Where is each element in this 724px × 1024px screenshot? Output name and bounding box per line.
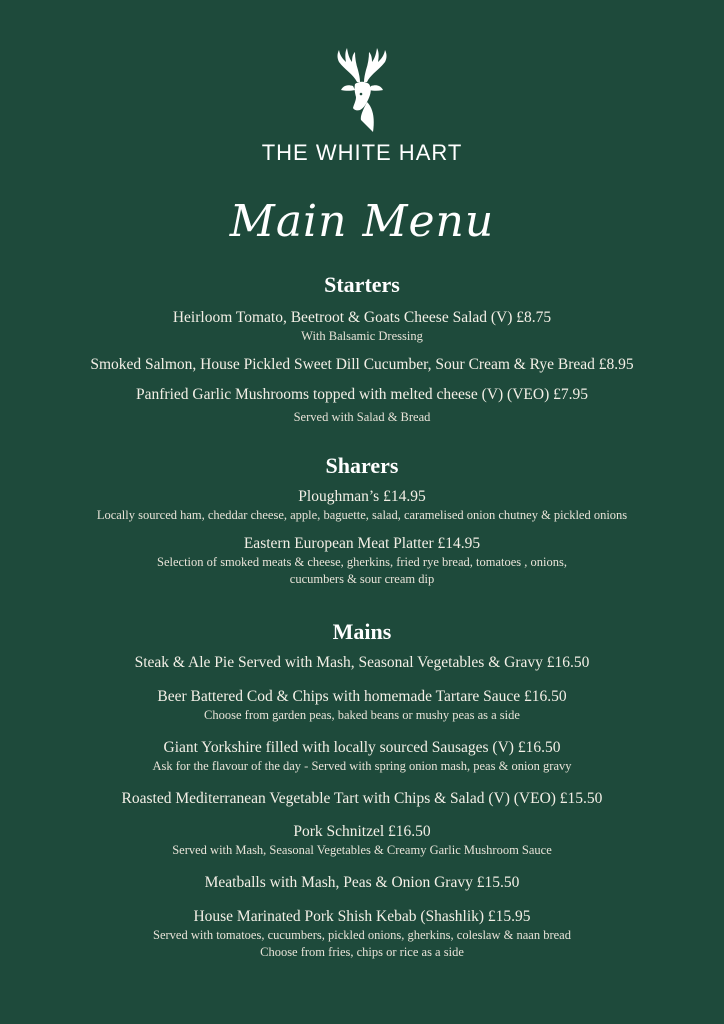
item-name: Ploughman’s £14.95 — [298, 488, 426, 505]
menu-item — [0, 385, 724, 426]
menu-title: Main Menu — [229, 196, 495, 247]
section-heading-mains: Mains — [332, 619, 392, 644]
menu-item — [0, 355, 724, 375]
menu-item — [0, 822, 724, 859]
item-description: Served with tomatoes, cucumbers, pickled onions, gherkins, coleslaw & naan bread — [153, 928, 571, 942]
menu-item — [0, 873, 724, 893]
item-description: Selection of smoked meats & cheese, gherkins, fried rye bread, tomatoes , onions, — [157, 555, 567, 569]
mains-section — [0, 619, 724, 961]
section-heading-starters: Starters — [324, 272, 400, 297]
item-description: Choose from garden peas, baked beans or mushy peas as a side — [204, 708, 520, 722]
item-description: Locally sourced ham, cheddar cheese, apple, baguette, salad, caramelised onion chutney & pickled onions — [96, 508, 628, 522]
item-description: Choose from fries, chips or rice as a side — [260, 945, 464, 959]
brand-name: THE WHITE HART — [261, 140, 463, 165]
menu-item — [0, 738, 724, 775]
item-name: House Marinated Pork Shish Kebab (Shashlik) £15.95 — [193, 908, 531, 925]
item-name: Meatballs with Mash, Peas & Onion Gravy £15.50 — [204, 874, 520, 891]
logo — [0, 44, 724, 140]
item-name: Beer Battered Cod & Chips with homemade Tartare Sauce £16.50 — [157, 688, 567, 705]
menu-item — [0, 653, 724, 673]
item-description: Served with Salad & Bread — [293, 410, 431, 424]
item-name: Heirloom Tomato, Beetroot & Goats Cheese Salad (V) £8.75 — [172, 309, 552, 326]
menu-item — [0, 487, 724, 524]
menu-item — [0, 789, 724, 809]
starters-section — [0, 272, 724, 426]
item-description: Served with Mash, Seasonal Vegetables & Creamy Garlic Mushroom Sauce — [172, 843, 552, 857]
item-name: Panfried Garlic Mushrooms topped with melted cheese (V) (VEO) £7.95 — [136, 386, 588, 403]
item-name: Steak & Ale Pie Served with Mash, Seasonal Vegetables & Gravy £16.50 — [134, 654, 590, 671]
item-name: Pork Schnitzel £16.50 — [293, 823, 431, 840]
item-description: With Balsamic Dressing — [301, 329, 423, 343]
menu-item — [0, 687, 724, 724]
item-description: cucumbers & sour cream dip — [289, 572, 435, 586]
section-heading-sharers: Sharers — [325, 453, 399, 478]
menu-item — [0, 907, 724, 961]
item-name: Smoked Salmon, House Pickled Sweet Dill Cucumber, Sour Cream & Rye Bread £8.95 — [90, 356, 634, 373]
menu-item — [0, 534, 724, 588]
item-description: Ask for the flavour of the day - Served with spring onion mash, peas & onion gravy — [152, 759, 572, 773]
stag-head-icon — [327, 44, 397, 136]
item-name: Eastern European Meat Platter £14.95 — [243, 535, 481, 552]
sharers-section — [0, 453, 724, 588]
item-name: Roasted Mediterranean Vegetable Tart with Chips & Salad (V) (VEO) £15.50 — [121, 790, 603, 807]
menu-item — [0, 308, 724, 345]
item-name: Giant Yorkshire filled with locally sourced Sausages (V) £16.50 — [163, 739, 561, 756]
